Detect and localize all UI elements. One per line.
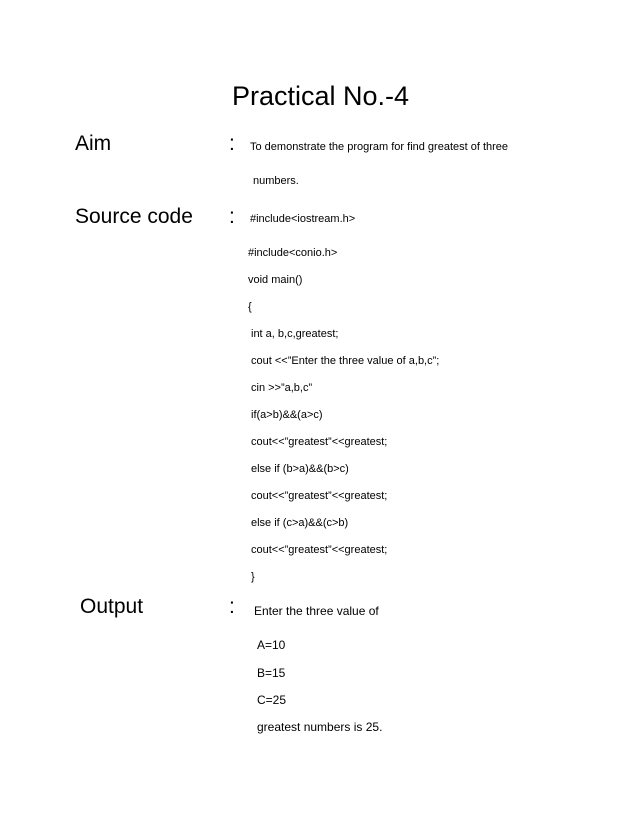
source-code-heading: Source code (75, 205, 193, 228)
code-line: { (248, 301, 252, 313)
code-line: cout<<”greatest”<<greatest; (251, 490, 388, 502)
code-line: cout<<”greatest”<<greatest; (251, 436, 388, 448)
output-line: A=10 (257, 638, 286, 652)
code-line: else if (c>a)&&(c>b) (251, 517, 349, 529)
code-line: else if (b>a)&&(b>c) (251, 463, 349, 475)
code-line: cin >>”a,b,c” (251, 382, 313, 394)
aim-text-line-2: numbers. (253, 175, 299, 187)
code-line: #include<conio.h> (248, 247, 338, 259)
source-code-colon: : (229, 205, 235, 228)
code-line: cout<<”greatest”<<greatest; (251, 544, 388, 556)
output-line: B=15 (257, 666, 286, 680)
code-line: cout <<”Enter the three value of a,b,c”; (251, 355, 440, 367)
output-line: greatest numbers is 25. (257, 720, 383, 734)
output-line: C=25 (257, 693, 287, 707)
aim-colon: : (229, 132, 235, 155)
output-heading: Output (80, 595, 144, 618)
output-line: Enter the three value of (254, 604, 379, 618)
code-line: void main() (248, 274, 303, 286)
output-colon: : (229, 595, 235, 618)
aim-text-line-1: To demonstrate the program for find greatest of three (250, 141, 509, 153)
aim-heading: Aim (75, 132, 112, 155)
code-line: #include<iostream.h> (250, 213, 356, 225)
code-line: if(a>b)&&(a>c) (251, 409, 323, 421)
code-line: } (251, 571, 255, 583)
page-title: Practical No.-4 (232, 81, 410, 111)
code-line: int a, b,c,greatest; (251, 328, 339, 340)
